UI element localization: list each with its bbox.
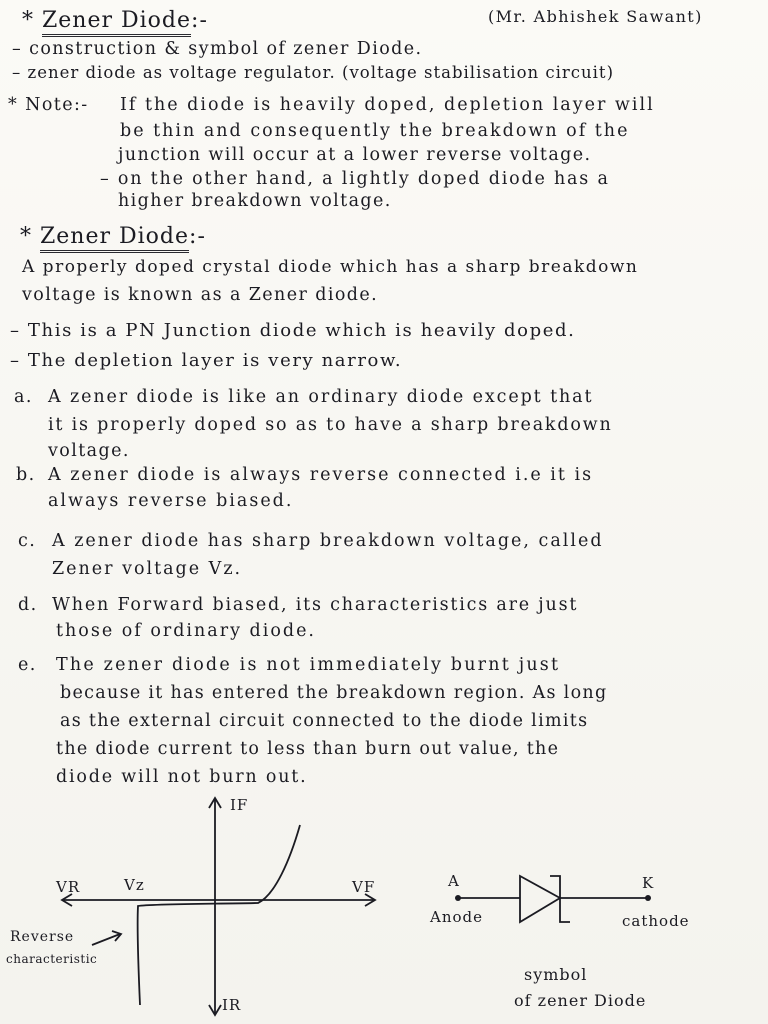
vf-label: VF [352,878,376,896]
point-c-letter: c. [18,531,37,551]
reverse-characteristic-label: characteristic [6,952,98,966]
section-heading-suffix: :- [189,224,206,249]
point-b-line-1: A zener diode is always reverse connected i.e it is [48,465,594,485]
definition-line-1: A properly doped crystal diode which has a sharp breakdown [22,257,639,277]
point-e-line-2: because it has entered the breakdown region. As long [60,683,608,703]
point-d-line-2: those of ordinary diode. [56,621,316,641]
cathode-label: cathode [622,912,690,930]
point-b-letter: b. [16,465,36,485]
intro-line-1: – construction & symbol of zener Diode. [12,39,423,59]
definition-line-2: voltage is known as a Zener diode. [22,285,379,305]
page-title [22,8,208,34]
point-e-line-5: diode will not burn out. [56,767,308,787]
note-line-2: be thin and consequently the breakdown of the [120,121,630,141]
zener-bar [550,876,570,922]
point-b-line-2: always reverse biased. [48,491,294,511]
point-e-letter: e. [18,655,37,675]
point-e-line-4: the diode current to less than burn out value, the [56,739,560,759]
point-c-line-2: Zener voltage Vz. [52,559,243,579]
reverse-pointer-arrow [92,934,120,945]
section-heading [20,224,206,250]
point-d-letter: d. [18,595,38,615]
note-line-1: If the diode is heavily doped, depletion layer will [120,95,655,115]
note-line-4: – on the other hand, a lightly doped diode has a [100,169,610,189]
point-e-line-3: as the external circuit connected to the diode limits [60,711,589,731]
note-line-3: junction will occur at a lower reverse voltage. [118,145,592,165]
section-star: * [20,224,32,249]
point-a-letter: a. [14,387,33,407]
zener-characteristic-curve [138,825,300,1005]
vi-characteristic-graph [62,798,375,1015]
bullet-1: – This is a PN Junction diode which is heavily doped. [10,320,576,341]
diode-triangle [520,876,560,922]
symbol-k-label: K [642,874,655,892]
point-c-line-1: A zener diode has sharp breakdown voltage, called [52,531,604,551]
if-arrow-icon [209,798,221,808]
symbol-caption-1: symbol [524,965,588,984]
ir-arrow-icon [209,1005,221,1015]
vr-label: VR [56,878,81,896]
title-text: Zener Diode [42,8,191,37]
if-label: IF [230,796,249,814]
author-name: (Mr. Abhishek Sawant) [488,7,703,26]
point-a-line-2: it is properly doped so as to have a sharp breakdown [48,415,613,435]
point-a-line-1: A zener diode is like an ordinary diode except that [48,387,594,407]
title-star: * [22,8,34,33]
reverse-label: Reverse [10,929,75,945]
title-suffix: :- [191,8,208,33]
anode-terminal [455,895,461,901]
intro-line-2: – zener diode as voltage regulator. (voltage stabilisation circuit) [12,63,615,82]
symbol-a-label: A [448,872,460,890]
cathode-terminal [645,895,651,901]
point-d-line-1: When Forward biased, its characteristics are just [52,595,579,615]
vz-label: Vz [124,876,145,894]
point-e-line-1: The zener diode is not immediately burnt just [56,655,561,675]
note-label: * Note:- [8,95,89,115]
bullet-2: – The depletion layer is very narrow. [10,350,403,371]
reverse-pointer-arrowhead-icon [112,931,121,941]
ir-label: IR [222,996,242,1014]
symbol-caption-2: of zener Diode [514,991,647,1010]
anode-label: Anode [430,908,484,926]
section-heading-text: Zener Diode [40,224,189,253]
point-a-line-3: voltage. [48,441,130,461]
note-line-5: higher breakdown voltage. [118,191,392,211]
